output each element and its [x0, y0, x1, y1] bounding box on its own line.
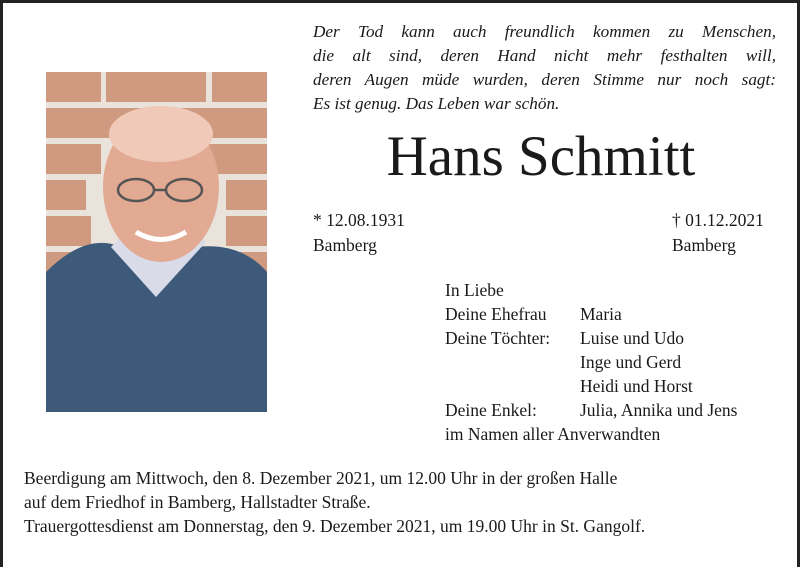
- family-label: Deine Töchter:: [445, 328, 551, 348]
- deceased-name: Hans Schmitt: [386, 125, 696, 188]
- birth-place: Bamberg: [313, 235, 377, 255]
- death-place: Bamberg: [672, 235, 736, 255]
- family-label: Deine Enkel:: [445, 400, 537, 420]
- family-names: Heidi und Horst: [580, 376, 693, 396]
- funeral-location: auf dem Friedhof in Bamberg, Hallstadter Straße.: [24, 492, 371, 512]
- funeral-info: Beerdigung am Mittwoch, den 8. Dezember 2021, um 12.00 Uhr in der großen Halle: [24, 468, 618, 488]
- death-date: † 01.12.2021: [672, 210, 764, 230]
- family-names: Luise und Udo: [580, 328, 685, 348]
- memorial-service-info: Trauergottesdienst am Donnerstag, den 9. Dezember 2021, um 19.00 Uhr in St. Gangolf.: [24, 516, 646, 536]
- family-intro: In Liebe: [445, 280, 504, 300]
- family-names: Inge und Gerd: [580, 352, 682, 372]
- family-names: Maria: [580, 304, 622, 324]
- family-label: Deine Ehefrau: [445, 304, 547, 324]
- poem-line: deren Augen müde wurden, deren Stimme nur noch sagt:: [313, 70, 776, 89]
- portrait-photo: [46, 72, 267, 412]
- family-closing: im Namen aller Anverwandten: [445, 424, 661, 444]
- poem: [313, 20, 776, 116]
- poem-line: Es ist genug. Das Leben war schön.: [313, 94, 560, 113]
- birth-date: * 12.08.1931: [313, 210, 405, 230]
- poem-line: Der Tod kann auch freundlich kommen zu Menschen,: [313, 22, 776, 41]
- poem-line: die alt sind, deren Hand nicht mehr festhalten will,: [313, 46, 776, 65]
- family-names: Julia, Annika und Jens: [580, 400, 738, 420]
